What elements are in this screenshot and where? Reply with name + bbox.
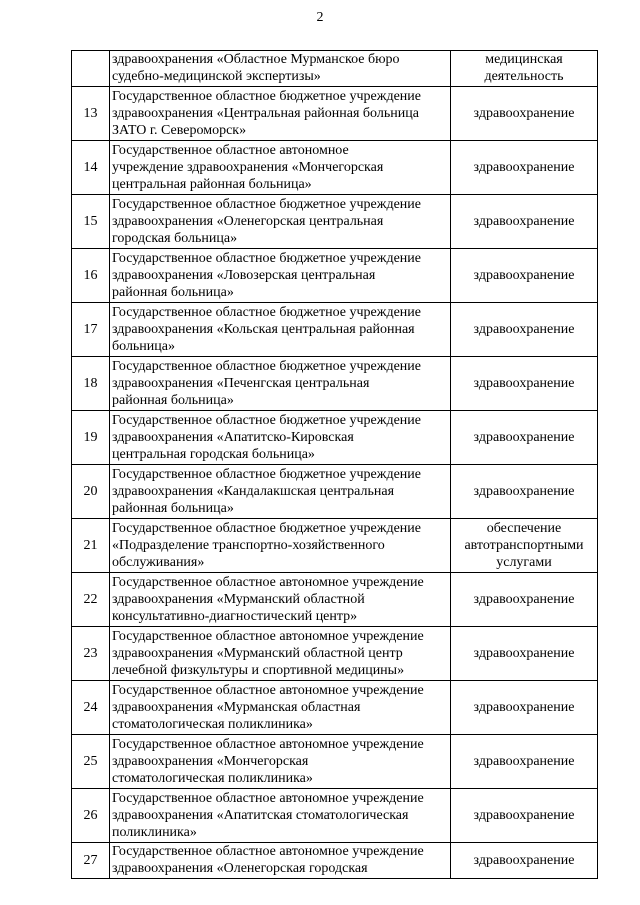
table-row bbox=[72, 51, 598, 87]
row-number-cell: 14 bbox=[72, 141, 110, 195]
institution-name-cell bbox=[110, 51, 451, 87]
institution-name-cell bbox=[110, 195, 451, 249]
activity-cell: здравоохранение bbox=[451, 627, 598, 681]
institution-name-line: поликлиника» bbox=[112, 824, 197, 840]
institution-name-line: Государственное областное автономное учреждение bbox=[112, 790, 424, 806]
institution-name-line: здравоохранения «Апатитско-Кировская bbox=[112, 429, 354, 445]
institution-name-line: здравоохранения «Печенгская центральная bbox=[112, 375, 370, 391]
institution-name-line: Государственное областное бюджетное учреждение bbox=[112, 304, 421, 320]
row-number-cell: 23 bbox=[72, 627, 110, 681]
institution-name-line: здравоохранения «Центральная районная больница bbox=[112, 105, 419, 121]
activity-cell: здравоохранение bbox=[451, 357, 598, 411]
table-row bbox=[72, 627, 598, 681]
institution-name-line: Государственное областное автономное учреждение bbox=[112, 628, 424, 644]
institution-name-line: районная больница» bbox=[112, 500, 234, 516]
institution-name-line: Государственное областное автономное учреждение bbox=[112, 736, 424, 752]
institution-name-line: Государственное областное бюджетное учреждение bbox=[112, 358, 421, 374]
table-row bbox=[72, 303, 598, 357]
institution-name-cell bbox=[110, 141, 451, 195]
table-row bbox=[72, 573, 598, 627]
institution-name-line: здравоохранения «Кандалакшская центральная bbox=[112, 483, 395, 499]
row-number-cell: 16 bbox=[72, 249, 110, 303]
institution-name-cell bbox=[110, 411, 451, 465]
row-number-cell bbox=[72, 51, 110, 87]
institution-name-line: Государственное областное бюджетное учреждение bbox=[112, 88, 421, 104]
table-row bbox=[72, 195, 598, 249]
institution-name-line: больница» bbox=[112, 338, 175, 354]
institution-name-line: судебно-медицинской экспертизы» bbox=[112, 69, 321, 84]
institution-name-cell bbox=[110, 519, 451, 573]
activity-cell: здравоохранение bbox=[451, 465, 598, 519]
institution-name-line: Государственное областное бюджетное учреждение bbox=[112, 520, 421, 536]
institution-name-cell bbox=[110, 87, 451, 141]
table-row bbox=[72, 87, 598, 141]
institution-name-line: здравоохранения «Апатитская стоматологическая bbox=[112, 807, 409, 823]
table-row bbox=[72, 789, 598, 843]
table-row bbox=[72, 735, 598, 789]
row-number-cell: 13 bbox=[72, 87, 110, 141]
institution-name-cell bbox=[110, 735, 451, 789]
institution-name-line: учреждение здравоохранения «Мончегорская bbox=[112, 159, 384, 175]
institution-name-line: «Подразделение транспортно-хозяйственного bbox=[112, 537, 385, 553]
institution-name-line: Государственное областное бюджетное учреждение bbox=[112, 412, 421, 428]
row-number-cell: 15 bbox=[72, 195, 110, 249]
institution-name-line: здравоохранения «Кольская центральная районная bbox=[112, 321, 415, 337]
activity-cell: здравоохранение bbox=[451, 249, 598, 303]
activity-cell: здравоохранение bbox=[451, 843, 598, 879]
activity-cell: здравоохранение bbox=[451, 735, 598, 789]
activity-cell: обеспечение автотранспортными услугами bbox=[451, 519, 598, 573]
institution-name-line: районная больница» bbox=[112, 392, 234, 408]
institution-name-line: здравоохранения «Мончегорская bbox=[112, 753, 309, 769]
institution-name-cell bbox=[110, 681, 451, 735]
table-row bbox=[72, 681, 598, 735]
table-row bbox=[72, 411, 598, 465]
institution-name-cell bbox=[110, 357, 451, 411]
activity-cell: здравоохранение bbox=[451, 303, 598, 357]
row-number-cell: 22 bbox=[72, 573, 110, 627]
row-number-cell: 26 bbox=[72, 789, 110, 843]
institution-name-line: консультативно-диагностический центр» bbox=[112, 608, 358, 624]
institutions-table-body bbox=[72, 51, 598, 879]
institution-name-line: городская больница» bbox=[112, 230, 238, 246]
institution-name-line: стоматологическая поликлиника» bbox=[112, 770, 313, 786]
activity-cell: здравоохранение bbox=[451, 411, 598, 465]
row-number-cell: 18 bbox=[72, 357, 110, 411]
table-row bbox=[72, 357, 598, 411]
row-number-cell: 21 bbox=[72, 519, 110, 573]
institution-name-line: центральная городская больница» bbox=[112, 446, 315, 462]
institution-name-cell bbox=[110, 627, 451, 681]
row-number-cell: 27 bbox=[72, 843, 110, 879]
row-number-cell: 25 bbox=[72, 735, 110, 789]
institution-name-cell bbox=[110, 843, 451, 879]
institution-name-cell bbox=[110, 465, 451, 519]
institution-name-line: Государственное областное автономное учреждение bbox=[112, 844, 424, 859]
row-number-cell: 17 bbox=[72, 303, 110, 357]
activity-cell: здравоохранение bbox=[451, 789, 598, 843]
institution-name-line: стоматологическая поликлиника» bbox=[112, 716, 313, 732]
activity-cell: здравоохранение bbox=[451, 87, 598, 141]
institution-name-cell bbox=[110, 303, 451, 357]
institution-name-line: Государственное областное автономное учреждение bbox=[112, 574, 424, 590]
institution-name-line: здравоохранения «Оленегорская городская bbox=[112, 861, 368, 876]
institution-name-line: обслуживания» bbox=[112, 554, 205, 570]
institution-name-line: здравоохранения «Мурманский областной центр bbox=[112, 645, 403, 661]
table-row bbox=[72, 465, 598, 519]
page-number: 2 bbox=[316, 10, 324, 25]
institution-name-line: лечебной физкультуры и спортивной медицины» bbox=[112, 662, 405, 678]
table-row bbox=[72, 249, 598, 303]
institution-name-line: здравоохранения «Мурманская областная bbox=[112, 699, 361, 715]
institution-name-cell bbox=[110, 249, 451, 303]
institution-name-line: Государственное областное бюджетное учреждение bbox=[112, 466, 421, 482]
activity-cell: здравоохранение bbox=[451, 141, 598, 195]
row-number-cell: 24 bbox=[72, 681, 110, 735]
institution-name-cell bbox=[110, 573, 451, 627]
institutions-table bbox=[71, 50, 598, 879]
institution-name-line: Государственное областное бюджетное учреждение bbox=[112, 250, 421, 266]
institution-name-line: Государственное областное бюджетное учреждение bbox=[112, 196, 421, 212]
institution-name-line: здравоохранения «Мурманский областной bbox=[112, 591, 365, 607]
table-row bbox=[72, 843, 598, 879]
table-row bbox=[72, 141, 598, 195]
institution-name-line: Государственное областное автономное bbox=[112, 142, 349, 158]
activity-cell: здравоохранение bbox=[451, 681, 598, 735]
row-number-cell: 20 bbox=[72, 465, 110, 519]
institution-name-cell bbox=[110, 789, 451, 843]
institution-name-line: районная больница» bbox=[112, 284, 234, 300]
institution-name-line: здравоохранения «Областное Мурманское бюро bbox=[112, 52, 400, 67]
table-row bbox=[72, 519, 598, 573]
activity-cell: здравоохранение bbox=[451, 195, 598, 249]
activity-cell: здравоохранение bbox=[451, 573, 598, 627]
institution-name-line: ЗАТО г. Североморск» bbox=[112, 122, 247, 138]
institution-name-line: здравоохранения «Оленегорская центральная bbox=[112, 213, 384, 229]
institution-name-line: Государственное областное автономное учреждение bbox=[112, 682, 424, 698]
activity-cell: медицинская деятельность bbox=[451, 51, 598, 87]
row-number-cell: 19 bbox=[72, 411, 110, 465]
institution-name-line: здравоохранения «Ловозерская центральная bbox=[112, 267, 376, 283]
institution-name-line: центральная районная больница» bbox=[112, 176, 312, 192]
